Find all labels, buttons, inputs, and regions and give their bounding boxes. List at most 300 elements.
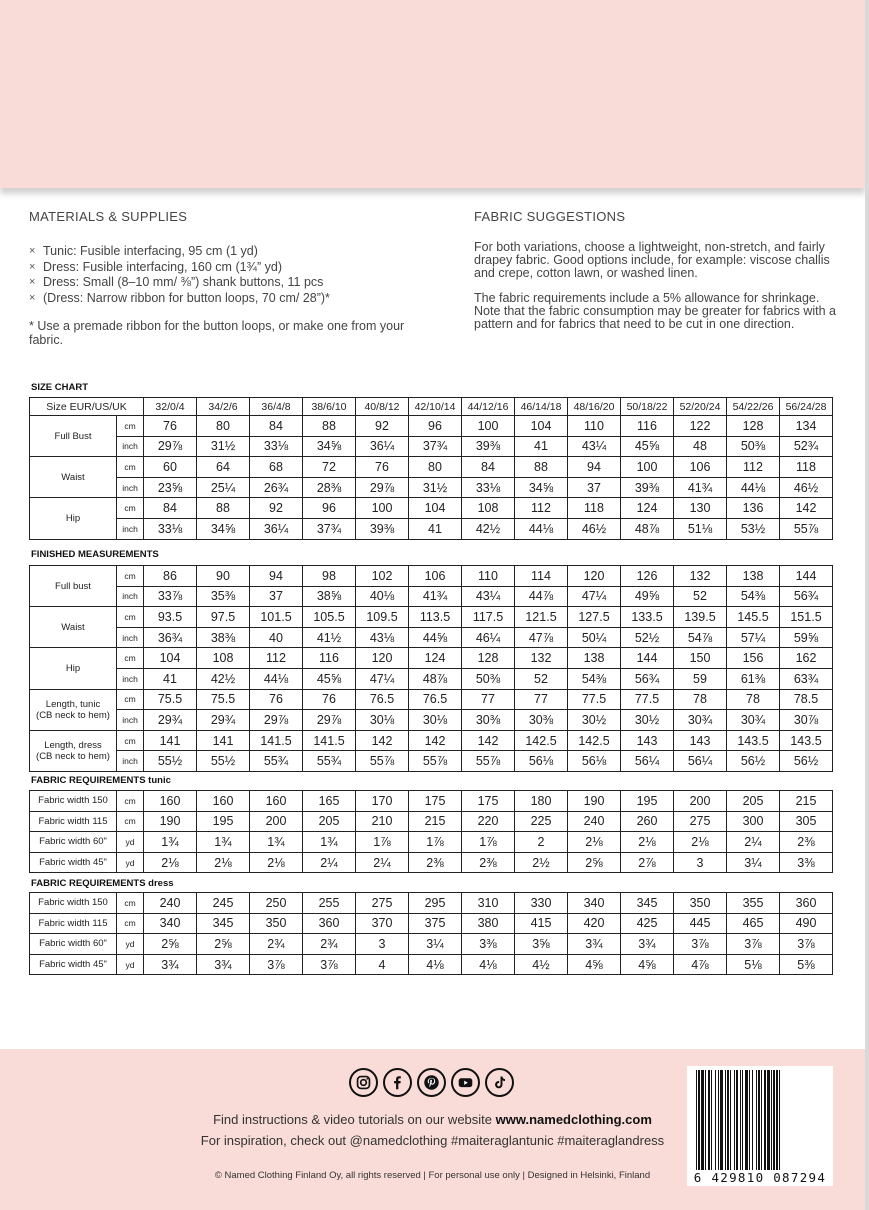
value-cell: 40 xyxy=(250,627,303,648)
value-cell: 120 xyxy=(356,648,409,669)
value-cell: 39⅜ xyxy=(356,518,409,539)
value-cell: 37 xyxy=(250,586,303,607)
value-cell: 195 xyxy=(621,791,674,812)
value-cell: 61⅜ xyxy=(727,668,780,689)
value-cell: 116 xyxy=(621,416,674,437)
materials-list xyxy=(29,244,429,306)
top-pink-band xyxy=(0,0,865,188)
value-cell: 275 xyxy=(674,811,727,832)
value-cell: 48 xyxy=(674,436,727,457)
value-cell: 56½ xyxy=(727,751,780,772)
copyright-text: © Named Clothing Finland Oy, all rights reserved | For personal use only | Designed in Helsinki, Finland xyxy=(214,1170,651,1181)
value-cell: 102 xyxy=(356,566,409,587)
value-cell: 165 xyxy=(303,791,356,812)
unit-cell: cm xyxy=(117,416,144,437)
value-cell: 54⅜ xyxy=(568,668,621,689)
value-cell: 64 xyxy=(197,457,250,478)
value-cell: 3⅜ xyxy=(780,852,833,873)
size-header-cell: 48/16/20 xyxy=(568,398,621,416)
value-cell: 240 xyxy=(144,893,197,914)
table-row xyxy=(30,586,833,607)
value-cell: 56½ xyxy=(780,751,833,772)
value-cell: 3⅜ xyxy=(462,934,515,955)
value-cell: 144 xyxy=(621,648,674,669)
youtube-icon[interactable] xyxy=(451,1068,480,1097)
barcode-bars xyxy=(695,1070,823,1170)
value-cell: 128 xyxy=(462,648,515,669)
value-cell: 3⅞ xyxy=(727,934,780,955)
value-cell: 275 xyxy=(356,893,409,914)
value-cell: 54⅜ xyxy=(727,586,780,607)
size-header-cell: 50/18/22 xyxy=(621,398,674,416)
value-cell: 330 xyxy=(515,893,568,914)
value-cell: 31½ xyxy=(197,436,250,457)
value-cell: 4⅝ xyxy=(621,954,674,975)
size-chart-title: SIZE CHART xyxy=(31,382,88,393)
value-cell: 110 xyxy=(462,566,515,587)
value-cell: 114 xyxy=(515,566,568,587)
value-cell: 300 xyxy=(727,811,780,832)
value-cell: 84 xyxy=(462,457,515,478)
value-cell: 380 xyxy=(462,913,515,934)
value-cell: 106 xyxy=(674,457,727,478)
value-cell: 46½ xyxy=(568,518,621,539)
value-cell: 3¼ xyxy=(409,934,462,955)
value-cell: 96 xyxy=(303,498,356,519)
value-cell: 150 xyxy=(674,648,727,669)
value-cell: 5⅜ xyxy=(780,954,833,975)
value-cell: 52¾ xyxy=(780,436,833,457)
value-cell: 36¾ xyxy=(144,627,197,648)
value-cell: 143 xyxy=(674,730,727,751)
value-cell: 143 xyxy=(621,730,674,751)
value-cell: 39⅜ xyxy=(462,436,515,457)
value-cell: 45⅝ xyxy=(621,436,674,457)
value-cell: 109.5 xyxy=(356,607,409,628)
table-row xyxy=(30,751,833,772)
value-cell: 43¼ xyxy=(568,436,621,457)
value-cell: 113.5 xyxy=(409,607,462,628)
value-cell: 101.5 xyxy=(250,607,303,628)
value-cell: 124 xyxy=(409,648,462,669)
value-cell: 295 xyxy=(409,893,462,914)
value-cell: 139.5 xyxy=(674,607,727,628)
value-cell: 175 xyxy=(462,791,515,812)
value-cell: 92 xyxy=(356,416,409,437)
row-label: Length, dress (CB neck to hem) xyxy=(30,730,117,771)
value-cell: 55¾ xyxy=(250,751,303,772)
value-cell: 190 xyxy=(568,791,621,812)
value-cell: 2 xyxy=(515,832,568,853)
unit-cell: yd xyxy=(117,852,144,873)
size-header-label: Size EUR/US/UK xyxy=(30,398,144,416)
value-cell: 41¾ xyxy=(409,586,462,607)
material-item xyxy=(29,291,429,307)
value-cell: 100 xyxy=(621,457,674,478)
value-cell: 75.5 xyxy=(144,689,197,710)
size-header-cell: 38/6/10 xyxy=(303,398,356,416)
value-cell: 59 xyxy=(674,668,727,689)
value-cell: 2⅛ xyxy=(250,852,303,873)
value-cell: 1¾ xyxy=(197,832,250,853)
value-cell: 93.5 xyxy=(144,607,197,628)
value-cell: 30⅛ xyxy=(356,710,409,731)
value-cell: 112 xyxy=(727,457,780,478)
pinterest-icon[interactable] xyxy=(417,1068,446,1097)
value-cell: 56¼ xyxy=(674,751,727,772)
value-cell: 112 xyxy=(515,498,568,519)
value-cell: 118 xyxy=(568,498,621,519)
value-cell: 55⅞ xyxy=(780,518,833,539)
value-cell: 116 xyxy=(303,648,356,669)
value-cell: 138 xyxy=(727,566,780,587)
table-row xyxy=(30,436,833,457)
value-cell: 41¾ xyxy=(674,477,727,498)
table-row xyxy=(30,498,833,519)
value-cell: 29⅞ xyxy=(250,710,303,731)
value-cell: 34⅝ xyxy=(303,436,356,457)
value-cell: 126 xyxy=(621,566,674,587)
size-header-cell: 32/0/4 xyxy=(144,398,197,416)
material-item-text: Dress: Small (8–10 mm/ ⅜”) shank buttons, 11 pcs xyxy=(43,275,324,289)
value-cell: 94 xyxy=(250,566,303,587)
material-item-text: (Dress: Narrow ribbon for button loops, 70 cm/ 28”)* xyxy=(43,290,330,305)
value-cell: 156 xyxy=(727,648,780,669)
value-cell: 77.5 xyxy=(568,689,621,710)
value-cell: 3⅞ xyxy=(674,934,727,955)
facebook-icon[interactable] xyxy=(383,1068,412,1097)
unit-cell: cm xyxy=(117,893,144,914)
value-cell: 44⅛ xyxy=(515,518,568,539)
value-cell: 1⅞ xyxy=(356,832,409,853)
size-header-cell: 54/22/26 xyxy=(727,398,780,416)
value-cell: 4⅛ xyxy=(409,954,462,975)
value-cell: 2⅛ xyxy=(621,832,674,853)
value-cell: 78.5 xyxy=(780,689,833,710)
value-cell: 160 xyxy=(197,791,250,812)
size-header-cell: 42/10/14 xyxy=(409,398,462,416)
value-cell: 94 xyxy=(568,457,621,478)
unit-cell: cm xyxy=(117,457,144,478)
material-item-text: Tunic: Fusible interfacing, 95 cm (1 yd) xyxy=(43,244,258,258)
social-icons xyxy=(349,1068,514,1097)
unit-cell: cm xyxy=(117,498,144,519)
value-cell: 1¾ xyxy=(303,832,356,853)
value-cell: 56¾ xyxy=(780,586,833,607)
value-cell: 23⅝ xyxy=(144,477,197,498)
table-row xyxy=(30,627,833,648)
value-cell: 72 xyxy=(303,457,356,478)
value-cell: 142 xyxy=(409,730,462,751)
value-cell: 35⅜ xyxy=(197,586,250,607)
value-cell: 121.5 xyxy=(515,607,568,628)
value-cell: 3⅞ xyxy=(250,954,303,975)
value-cell: 56¼ xyxy=(621,751,674,772)
value-cell: 29¾ xyxy=(197,710,250,731)
value-cell: 122 xyxy=(674,416,727,437)
value-cell: 41 xyxy=(515,436,568,457)
value-cell: 41½ xyxy=(303,627,356,648)
value-cell: 350 xyxy=(250,913,303,934)
table-row xyxy=(30,934,833,955)
value-cell: 30¾ xyxy=(727,710,780,731)
unit-cell: yd xyxy=(117,954,144,975)
value-cell: 40⅛ xyxy=(356,586,409,607)
table-row xyxy=(30,689,833,710)
size-chart-table xyxy=(29,397,833,540)
value-cell: 490 xyxy=(780,913,833,934)
value-cell: 120 xyxy=(568,566,621,587)
row-label: Hip xyxy=(30,648,117,689)
value-cell: 29⅞ xyxy=(144,436,197,457)
value-cell: 36¼ xyxy=(356,436,409,457)
value-cell: 375 xyxy=(409,913,462,934)
value-cell: 108 xyxy=(197,648,250,669)
value-cell: 3 xyxy=(356,934,409,955)
fabric-suggestions-heading: FABRIC SUGGESTIONS xyxy=(474,209,626,224)
value-cell: 38⅝ xyxy=(303,586,356,607)
value-cell: 144 xyxy=(780,566,833,587)
unit-cell: inch xyxy=(117,477,144,498)
instagram-icon[interactable] xyxy=(349,1068,378,1097)
value-cell: 50⅜ xyxy=(727,436,780,457)
fabric-req-tunic-title: FABRIC REQUIREMENTS tunic xyxy=(31,775,171,786)
value-cell: 175 xyxy=(409,791,462,812)
value-cell: 30½ xyxy=(568,710,621,731)
value-cell: 44⅝ xyxy=(409,627,462,648)
value-cell: 100 xyxy=(356,498,409,519)
table-row xyxy=(30,518,833,539)
value-cell: 130 xyxy=(674,498,727,519)
value-cell: 76.5 xyxy=(356,689,409,710)
value-cell: 47¼ xyxy=(356,668,409,689)
value-cell: 132 xyxy=(515,648,568,669)
value-cell: 44⅛ xyxy=(250,668,303,689)
value-cell: 4½ xyxy=(515,954,568,975)
value-cell: 98 xyxy=(303,566,356,587)
row-label: Fabric width 60" xyxy=(30,934,117,955)
table-row xyxy=(30,811,833,832)
table-row xyxy=(30,893,833,914)
value-cell: 31½ xyxy=(409,477,462,498)
value-cell: 4⅝ xyxy=(568,954,621,975)
value-cell: 84 xyxy=(144,498,197,519)
row-label: Fabric width 45" xyxy=(30,852,117,873)
value-cell: 465 xyxy=(727,913,780,934)
value-cell: 305 xyxy=(780,811,833,832)
value-cell: 255 xyxy=(303,893,356,914)
value-cell: 3¾ xyxy=(621,934,674,955)
value-cell: 3⅝ xyxy=(515,934,568,955)
value-cell: 104 xyxy=(409,498,462,519)
value-cell: 340 xyxy=(144,913,197,934)
value-cell: 54⅞ xyxy=(674,627,727,648)
page-edge xyxy=(865,0,869,1210)
value-cell: 425 xyxy=(621,913,674,934)
value-cell: 55¾ xyxy=(303,751,356,772)
value-cell: 250 xyxy=(250,893,303,914)
finished-measurements-title: FINISHED MEASUREMENTS xyxy=(31,549,159,560)
table-row xyxy=(30,954,833,975)
row-label: Full bust xyxy=(30,566,117,607)
value-cell: 84 xyxy=(250,416,303,437)
size-header-cell: 46/14/18 xyxy=(515,398,568,416)
value-cell: 34⅝ xyxy=(197,518,250,539)
value-cell: 37¾ xyxy=(409,436,462,457)
fabric-req-dress-table xyxy=(29,892,833,975)
table-row xyxy=(30,607,833,628)
value-cell: 370 xyxy=(356,913,409,934)
value-cell: 2⅛ xyxy=(674,832,727,853)
unit-cell: cm xyxy=(117,566,144,587)
value-cell: 1¾ xyxy=(144,832,197,853)
value-cell: 132 xyxy=(674,566,727,587)
fabric-allowance-text: The fabric requirements include a 5% allowance for shrinkage. Note that the fabric consumption may be greater for fabrics with a pattern and for fabrics that need to be cut in one direction. xyxy=(474,291,836,331)
value-cell: 3¼ xyxy=(727,852,780,873)
value-cell: 205 xyxy=(303,811,356,832)
size-header-cell: 52/20/24 xyxy=(674,398,727,416)
value-cell: 215 xyxy=(409,811,462,832)
bullet-x-icon: × xyxy=(29,276,36,288)
finished-measurements-table xyxy=(29,565,833,772)
value-cell: 5⅛ xyxy=(727,954,780,975)
row-label: Length, tunic (CB neck to hem) xyxy=(30,689,117,730)
value-cell: 56¾ xyxy=(621,668,674,689)
value-cell: 88 xyxy=(303,416,356,437)
row-label: Waist xyxy=(30,607,117,648)
value-cell: 29¾ xyxy=(144,710,197,731)
value-cell: 30⅜ xyxy=(462,710,515,731)
value-cell: 78 xyxy=(674,689,727,710)
table-row xyxy=(30,710,833,731)
value-cell: 3¾ xyxy=(568,934,621,955)
size-header-cell: 40/8/12 xyxy=(356,398,409,416)
value-cell: 52 xyxy=(515,668,568,689)
value-cell: 41 xyxy=(144,668,197,689)
value-cell: 260 xyxy=(621,811,674,832)
value-cell: 124 xyxy=(621,498,674,519)
value-cell: 86 xyxy=(144,566,197,587)
material-item-text: Dress: Fusible interfacing, 160 cm (1¾” yd) xyxy=(43,259,282,274)
value-cell: 215 xyxy=(780,791,833,812)
value-cell: 76 xyxy=(144,416,197,437)
table-row xyxy=(30,832,833,853)
value-cell: 30½ xyxy=(621,710,674,731)
value-cell: 39⅜ xyxy=(621,477,674,498)
unit-cell: yd xyxy=(117,832,144,853)
table-row xyxy=(30,648,833,669)
value-cell: 55½ xyxy=(197,751,250,772)
value-cell: 143.5 xyxy=(727,730,780,751)
value-cell: 2⅞ xyxy=(621,852,674,873)
value-cell: 45⅝ xyxy=(303,668,356,689)
value-cell: 53½ xyxy=(727,518,780,539)
value-cell: 210 xyxy=(356,811,409,832)
value-cell: 355 xyxy=(727,893,780,914)
value-cell: 128 xyxy=(727,416,780,437)
value-cell: 52 xyxy=(674,586,727,607)
row-label: Waist xyxy=(30,457,117,498)
value-cell: 25¼ xyxy=(197,477,250,498)
unit-cell: inch xyxy=(117,668,144,689)
unit-cell: inch xyxy=(117,518,144,539)
value-cell: 3⅞ xyxy=(303,954,356,975)
value-cell: 220 xyxy=(462,811,515,832)
value-cell: 180 xyxy=(515,791,568,812)
barcode-number: 6 429810 087294 xyxy=(693,1170,827,1185)
value-cell: 1⅞ xyxy=(462,832,515,853)
value-cell: 145.5 xyxy=(727,607,780,628)
value-cell: 240 xyxy=(568,811,621,832)
value-cell: 48⅞ xyxy=(409,668,462,689)
value-cell: 33⅛ xyxy=(250,436,303,457)
row-label: Fabric width 60" xyxy=(30,832,117,853)
value-cell: 2⅝ xyxy=(144,934,197,955)
value-cell: 77.5 xyxy=(621,689,674,710)
tiktok-icon[interactable] xyxy=(485,1068,514,1097)
value-cell: 28⅜ xyxy=(303,477,356,498)
value-cell: 55⅞ xyxy=(409,751,462,772)
value-cell: 141.5 xyxy=(303,730,356,751)
value-cell: 200 xyxy=(674,791,727,812)
value-cell: 77 xyxy=(515,689,568,710)
value-cell: 76 xyxy=(356,457,409,478)
value-cell: 48⅞ xyxy=(621,518,674,539)
value-cell: 43¼ xyxy=(462,586,515,607)
value-cell: 50⅜ xyxy=(462,668,515,689)
value-cell: 2¼ xyxy=(356,852,409,873)
value-cell: 37¾ xyxy=(303,518,356,539)
value-cell: 47⅞ xyxy=(515,627,568,648)
unit-cell: cm xyxy=(117,913,144,934)
value-cell: 55⅞ xyxy=(356,751,409,772)
unit-cell: cm xyxy=(117,648,144,669)
value-cell: 76.5 xyxy=(409,689,462,710)
unit-cell: cm xyxy=(117,730,144,751)
value-cell: 2⅜ xyxy=(780,832,833,853)
value-cell: 310 xyxy=(462,893,515,914)
value-cell: 110 xyxy=(568,416,621,437)
value-cell: 106 xyxy=(409,566,462,587)
value-cell: 3¾ xyxy=(144,954,197,975)
materials-heading: MATERIALS & SUPPLIES xyxy=(29,209,188,224)
size-header-cell: 44/12/16 xyxy=(462,398,515,416)
value-cell: 77 xyxy=(462,689,515,710)
value-cell: 142 xyxy=(462,730,515,751)
value-cell: 34⅝ xyxy=(515,477,568,498)
value-cell: 112 xyxy=(250,648,303,669)
table-row xyxy=(30,791,833,812)
bullet-x-icon: × xyxy=(29,291,36,304)
value-cell: 2¾ xyxy=(303,934,356,955)
material-item xyxy=(29,244,429,260)
value-cell: 2½ xyxy=(515,852,568,873)
value-cell: 200 xyxy=(250,811,303,832)
value-cell: 345 xyxy=(197,913,250,934)
value-cell: 3⅞ xyxy=(780,934,833,955)
value-cell: 205 xyxy=(727,791,780,812)
value-cell: 30¾ xyxy=(674,710,727,731)
value-cell: 1¾ xyxy=(250,832,303,853)
value-cell: 104 xyxy=(515,416,568,437)
value-cell: 44⅞ xyxy=(515,586,568,607)
website-link[interactable]: www.namedclothing.com xyxy=(495,1112,652,1127)
value-cell: 142.5 xyxy=(568,730,621,751)
value-cell: 105.5 xyxy=(303,607,356,628)
materials-note: * Use a premade ribbon for the button loops, or make one from your fabric. xyxy=(29,319,405,347)
value-cell: 4⅞ xyxy=(674,954,727,975)
value-cell: 2⅛ xyxy=(197,852,250,873)
